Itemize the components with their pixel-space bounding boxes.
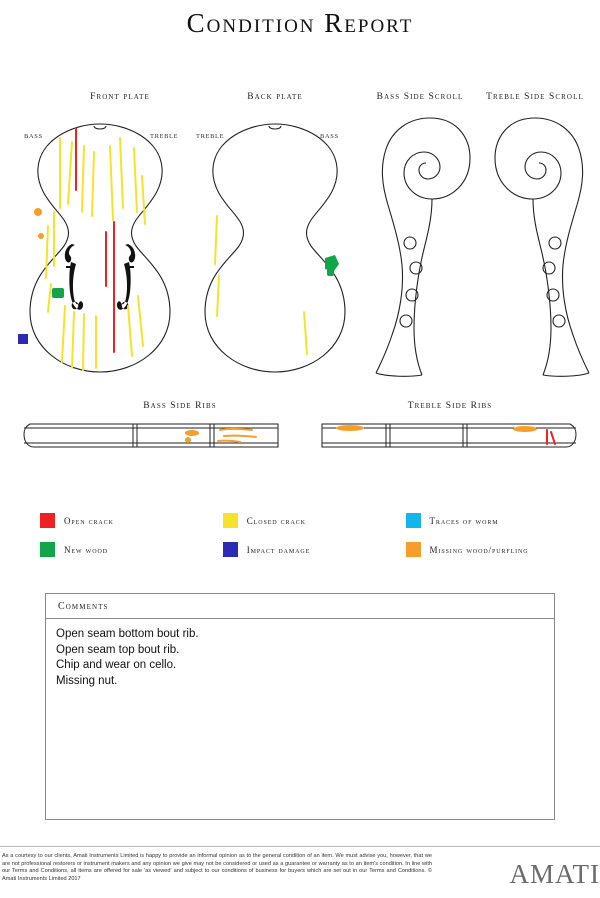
caption-front-plate: Front plate <box>40 92 200 102</box>
treble-side-ribs-diagram <box>315 416 580 458</box>
legend-item-new-wood <box>40 542 223 557</box>
swatch-traces-of-worm <box>406 513 421 528</box>
footer-disclaimer: As a courtesy to our clients, Amati Instruments Limited is happy to provide an informal opinion as to the general condition of an item. We must advise you, however, that we are not professional restorers or instrument makers and any opinion we give may not be considered or used as a guarantee or warranty as to an item's condition. In line with our Terms and Conditions, all items are offered for sale 'as viewed' and subject to our conditions of business for buyers which are set out in our Terms and Conditions. © Amati Instruments Limited 2017 <box>2 853 432 883</box>
page-title: Condition Report <box>0 8 600 39</box>
legend-item-traces-of-worm <box>406 513 570 528</box>
condition-report-page <box>0 8 600 898</box>
legend <box>40 513 570 571</box>
brand-logo: AMATI <box>510 859 600 890</box>
caption-treble-side-scroll: Treble Side Scroll <box>470 92 600 102</box>
bass-side-scroll-diagram <box>370 113 475 378</box>
comment-line: Open seam top bout rib. <box>56 643 544 659</box>
comment-line: Missing nut. <box>56 674 544 690</box>
caption-treble-side-ribs: Treble Side Ribs <box>360 401 540 411</box>
comments-box <box>45 593 555 820</box>
legend-label-missing-wood: Missing wood/purfling <box>430 545 529 555</box>
swatch-missing-wood <box>406 542 421 557</box>
legend-label-traces-of-worm: Traces of worm <box>430 516 499 526</box>
legend-label-impact-damage: Impact damage <box>247 545 310 555</box>
comment-line: Open seam bottom bout rib. <box>56 627 544 643</box>
comment-line: Chip and wear on cello. <box>56 658 544 674</box>
swatch-closed-crack <box>223 513 238 528</box>
legend-label-closed-crack: Closed crack <box>247 516 306 526</box>
caption-bass-side-ribs: Bass Side Ribs <box>90 401 270 411</box>
caption-back-plate: Back plate <box>195 92 355 102</box>
legend-row-1 <box>40 513 570 528</box>
legend-item-impact-damage <box>223 542 406 557</box>
bass-side-ribs-diagram <box>20 416 285 458</box>
comments-body[interactable] <box>46 619 554 689</box>
back-plate-treble-label: TREBLE <box>196 133 224 140</box>
comments-header: Comments <box>46 594 554 619</box>
legend-label-open-crack: Open crack <box>64 516 114 526</box>
legend-item-closed-crack <box>223 513 406 528</box>
front-plate-treble-label: TREBLE <box>150 133 178 140</box>
legend-item-open-crack <box>40 513 223 528</box>
caption-bass-side-scroll: Bass Side Scroll <box>355 92 485 102</box>
back-plate-bass-label: BASS <box>320 133 339 140</box>
front-plate-bass-label: BASS <box>24 133 43 140</box>
swatch-new-wood <box>40 542 55 557</box>
front-plate-diagram <box>10 116 190 381</box>
legend-item-missing-wood <box>406 542 570 557</box>
back-plate-diagram <box>185 116 365 381</box>
footer-divider <box>0 846 600 847</box>
swatch-open-crack <box>40 513 55 528</box>
treble-side-scroll-diagram <box>490 113 595 378</box>
legend-row-2 <box>40 542 570 557</box>
legend-label-new-wood: New wood <box>64 545 108 555</box>
swatch-impact-damage <box>223 542 238 557</box>
